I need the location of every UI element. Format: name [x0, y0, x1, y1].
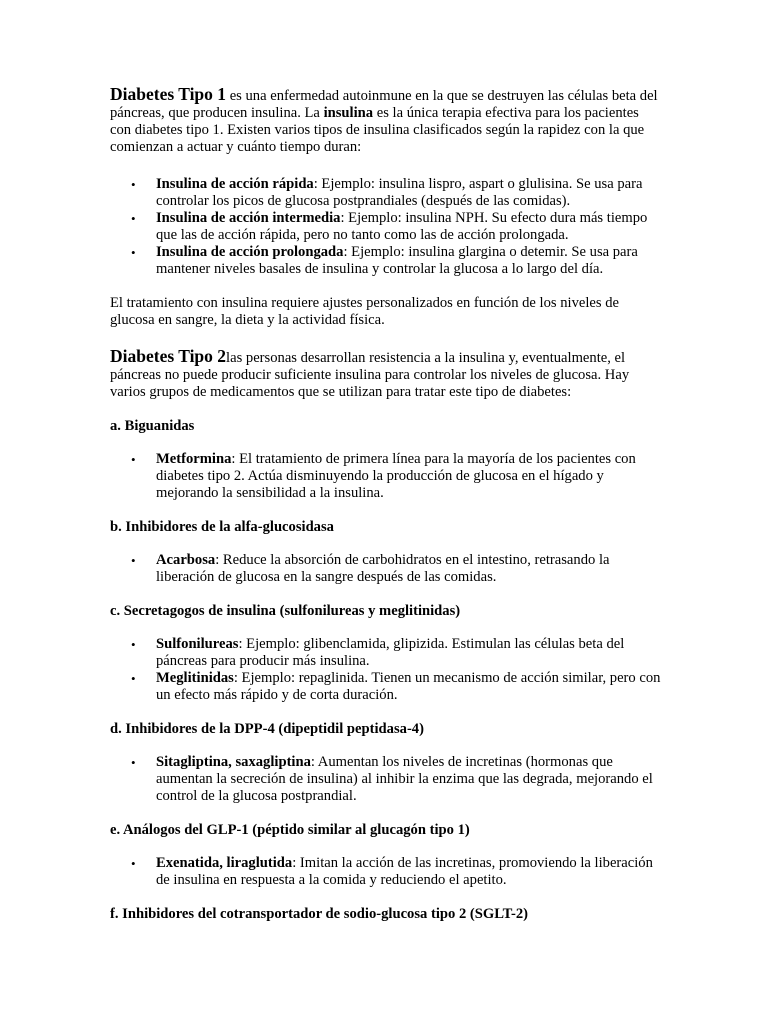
list-item: [131, 451, 662, 502]
tipo2-title: Diabetes Tipo 2: [110, 346, 227, 366]
section-list-glp1: [110, 855, 662, 889]
list-item: [131, 244, 662, 278]
list-item-term: Acarbosa: [156, 552, 216, 568]
section-list-biguanidas: [110, 451, 662, 502]
list-item-text: : Ejemplo: glibenclamida, glipizida. Estimulan las células beta del páncreas para producir más insulina.: [156, 636, 625, 669]
list-item-text: : El tratamiento de primera línea para la mayoría de los pacientes con diabetes tipo 2. Actúa disminuyendo la producción de glucosa en el hígado y mejorando la sensibilidad a la insulina.: [156, 451, 636, 501]
insulin-types-list: [110, 176, 662, 278]
bullet-icon: •: [131, 211, 136, 226]
list-item: [131, 210, 662, 244]
section-heading-sglt2: f. Inhibidores del cotransportador de sodio-glucosa tipo 2 (SGLT-2): [110, 906, 529, 922]
list-item: [131, 636, 662, 670]
list-item-term: Metformina: [156, 451, 232, 467]
bullet-icon: •: [131, 755, 136, 770]
section-heading-alfa-glucosidasa: b. Inhibidores de la alfa-glucosidasa: [110, 519, 334, 535]
bullet-icon: •: [131, 637, 136, 652]
list-item: [131, 670, 662, 704]
section-list-secretagogos: [110, 636, 662, 704]
tipo2-intro-text: las personas desarrollan resistencia a la insulina y, eventualmente, el páncreas no puede producir suficiente insulina para controlar los niveles de glucosa. Hay varios grupos de medicamentos que se utilizan para tratar este tipo de diabetes:: [110, 350, 630, 400]
bullet-icon: •: [131, 177, 136, 192]
list-item-text: : Ejemplo: insulina glargina o detemir. Se usa para mantener niveles basales de insulina y controlar la glucosa a lo largo del día.: [156, 244, 638, 277]
tipo1-closing-paragraph: El tratamiento con insulina requiere ajustes personalizados en función de los niveles de glucosa en sangre, la dieta y la actividad física.: [110, 295, 619, 328]
tipo1-intro-bold: insulina: [323, 105, 374, 121]
list-item-term: Meglitinidas: [156, 670, 234, 686]
list-item: [131, 754, 662, 805]
section-heading-secretagogos: c. Secretagogos de insulina (sulfonilureas y meglitinidas): [110, 603, 461, 619]
list-item-term: Insulina de acción prolongada: [156, 244, 344, 260]
section-list-alfa-glucosidasa: [110, 552, 662, 586]
list-item-term: Exenatida, liraglutida: [156, 855, 293, 871]
tipo1-intro-text-1: es una enfermedad autoinmune en la que se destruyen las células beta del páncreas, que producen insulina. La: [110, 88, 658, 121]
tipo1-intro-paragraph: [110, 86, 662, 156]
tipo1-intro-text-2: es la única terapia efectiva para los pacientes con diabetes tipo 1. Existen varios tipos de insulina clasificados según la rapidez con la que comienzan a actuar y cuánto tiempo duran:: [110, 105, 645, 155]
list-item-term: Insulina de acción rápida: [156, 176, 314, 192]
list-item-text: : Ejemplo: insulina NPH. Su efecto dura más tiempo que las de acción rápida, pero no tanto como las de acción prolongada.: [156, 210, 648, 243]
list-item-text: : Ejemplo: repaglinida. Tienen un mecanismo de acción similar, pero con un efecto más rápido y de corta duración.: [156, 670, 661, 703]
list-item-term: Sulfonilureas: [156, 636, 239, 652]
list-item-text: : Reduce la absorción de carbohidratos en el intestino, retrasando la liberación de glucosa en la sangre después de las comidas.: [156, 552, 610, 585]
section-heading-biguanidas: a. Biguanidas: [110, 418, 195, 434]
list-item: [131, 176, 662, 210]
tipo2-intro-paragraph: [110, 348, 662, 401]
bullet-icon: •: [131, 553, 136, 568]
bullet-icon: •: [131, 671, 136, 686]
list-item: [131, 552, 662, 586]
section-heading-glp1: e. Análogos del GLP-1 (péptido similar al glucagón tipo 1): [110, 822, 470, 838]
list-item-term: Insulina de acción intermedia: [156, 210, 341, 226]
document-page: [110, 86, 662, 939]
list-item-text: : Imitan la acción de las incretinas, promoviendo la liberación de insulina en respuesta a la comida y reduciendo el apetito.: [156, 855, 653, 888]
list-item: [131, 855, 662, 889]
bullet-icon: •: [131, 856, 136, 871]
tipo1-title: Diabetes Tipo 1: [110, 84, 227, 104]
bullet-icon: •: [131, 245, 136, 260]
bullet-icon: •: [131, 452, 136, 467]
list-item-text: : Ejemplo: insulina lispro, aspart o glulisina. Se usa para controlar los picos de glucosa postprandiales (después de las comidas).: [156, 176, 643, 209]
list-item-term: Sitagliptina, saxagliptina: [156, 754, 311, 770]
section-heading-dpp4: d. Inhibidores de la DPP-4 (dipeptidil peptidasa-4): [110, 721, 424, 737]
list-item-text: : Aumentan los niveles de incretinas (hormonas que aumentan la secreción de insulina) al inhibir la enzima que las degrada, mejorando el control de la glucosa postprandial.: [156, 754, 653, 804]
section-list-dpp4: [110, 754, 662, 805]
